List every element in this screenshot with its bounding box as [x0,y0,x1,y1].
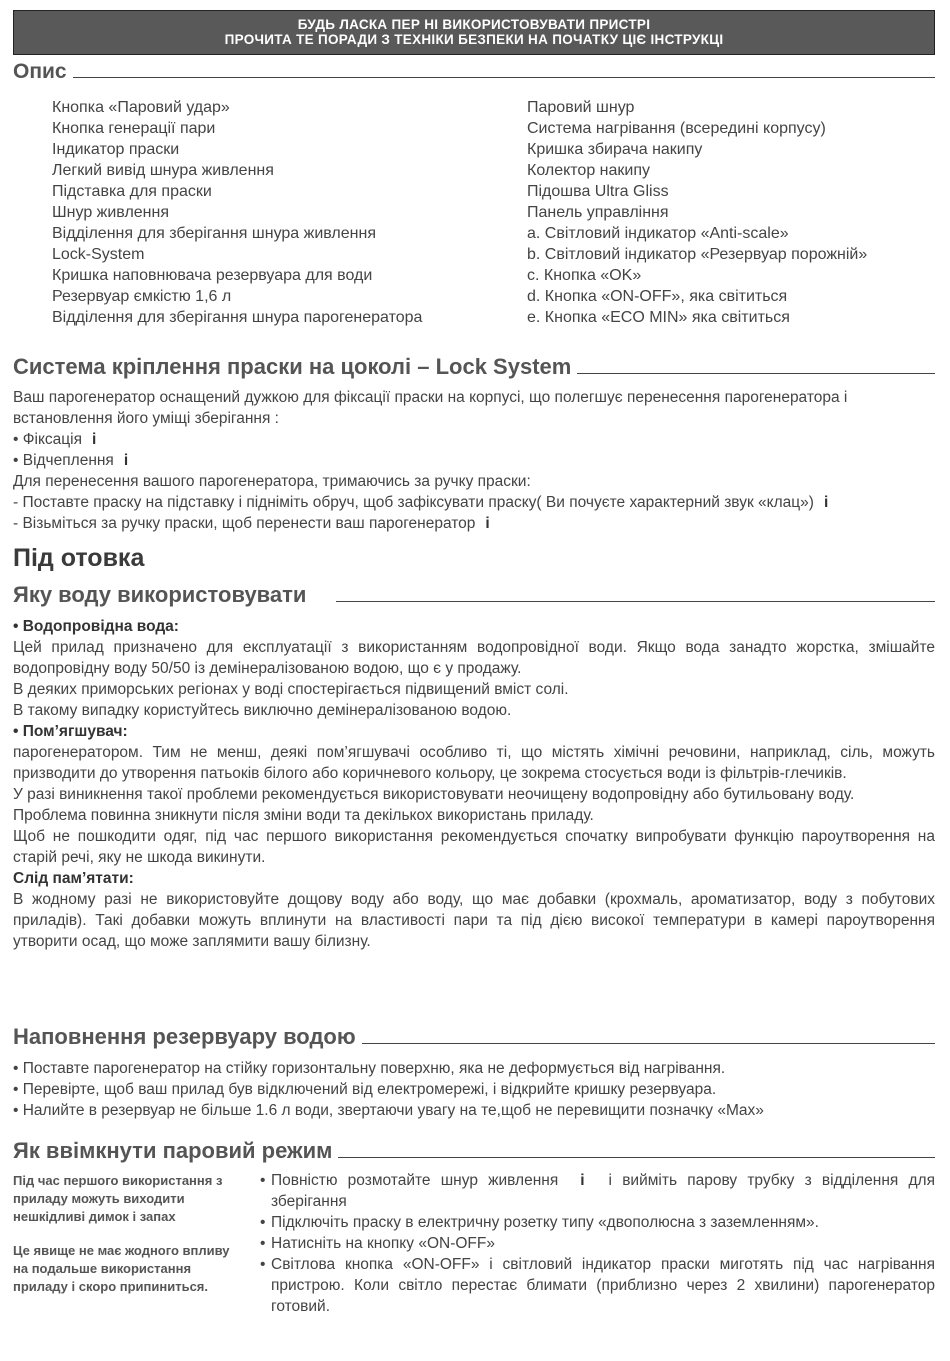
paragraph: Цей прилад призначено для експлуатації з використанням водопровідної води. Якщо вода занадто жорстка, змішайте водопровідну воду 50/50 із демінералізованою водою, що є у продажу. [13,639,935,677]
list-item: Кришка збирача накипу [527,141,703,158]
info-icon: i [580,1172,585,1189]
list-item: Панель управління [527,204,669,221]
section-fill-heading [13,1020,935,1050]
paragraph: Для перенесення вашого парогенератора, тримаючись за ручку праски: [13,473,531,490]
description-list-left [52,97,422,328]
paragraph: парогенератором. Тим не менш, деякі пом’ягшувачі особливо ті, що містять хімічні речовини, наприклад, сіль, можуть призводити до утворення патьоків білого або коричневого кольору, це зокрема стосується води із фільтрів-глечиків. [13,744,935,782]
list-item: Відділення для зберігання шнура живлення [52,225,376,242]
section-title: Як ввімкнути паровий режим [13,1138,333,1163]
list-item: e. Кнопка «ECO MIN» яка світиться [527,309,790,326]
list-item: • Відчеплення i [13,452,129,469]
banner-line-1: БУДЬ ЛАСКА ПЕР НІ ВИКОРИСТОВУВАТИ ПРИСТРІ [297,17,651,32]
list-item: Кришка наповнювача резервуара для води [52,267,373,284]
section-rule [336,601,935,602]
section-steam-heading [13,1134,935,1164]
subheading: • Пом’ягшувач: [13,723,128,740]
list-item: c. Кнопка «OK» [527,267,642,284]
side-note [13,1172,248,1312]
side-note-text: Це явище не має жодного впливу на подальше використання приладу і скоро припиниться. [13,1243,230,1294]
paragraph: В жодному разі не використовуйте дощову воду або воду, що має добавки (крохмаль, ароматизатор, воду з побутових приладів). Такі добавки можуть вплинути на властивості пари та під дією високої температури в камері пароутворення утворити осад, що може заплямити вашу білизну. [13,891,935,950]
paragraph: Щоб не пошкодити одяг, під час першого використання рекомендується спочатку випробувати функцію пароутворення на старій речі, яку не шкода викинути. [13,828,935,866]
fill-list [13,1058,935,1121]
info-icon: i [123,452,129,469]
list-item: a. Світловий індикатор «Anti-scale» [527,225,789,242]
section-title: Яку воду використовувати [13,582,307,607]
safety-warning-banner [13,10,935,55]
paragraph: У разі виникнення такої проблеми рекомендується використовувати неочищену водопровідну або бутильовану воду. [13,786,855,803]
section-rule [73,77,935,78]
list-item: Відділення для зберігання шнура парогенератора [52,309,423,326]
list-item: • Світлова кнопка «ON-OFF» і світловий індикатор праски миготять під час нагрівання пристрою. Коли світло перестає блимати (приблизно через 2 хвилини) парогенератор готовий. [260,1254,935,1317]
list-item: - Поставте праску на підставку і підніміть обруч, щоб зафіксувати праску( Ви почуєте характерний звук «клац») i [13,494,829,511]
list-item: • Налийте в резервуар не більше 1.6 л води, звертаючи увагу на те,щоб не перевищити позначку «Max» [13,1102,764,1119]
list-item: b. Світловий індикатор «Резервуар порожній» [527,246,868,263]
list-item: • Перевірте, щоб ваш прилад був відключений від електромережі, і відкрийте кришку резервуара. [13,1081,717,1098]
list-item: Резервуар ємкістю 1,6 л [52,288,232,305]
list-item: Легкий вивід шнура живлення [52,162,274,179]
section-description-heading [13,58,935,84]
banner-line-2: ПРОЧИТА ТЕ ПОРАДИ З ТЕХНІКИ БЕЗПЕКИ НА ПОЧАТКУ ЦІЄ ІНСТРУКЦІ [224,32,724,47]
list-item: Кнопка генерації пари [52,120,216,137]
water-text [13,616,935,952]
list-item: Індикатор праски [52,141,180,158]
page-title: Під отовка [13,544,145,572]
section-rule [577,373,935,374]
list-item: • Фіксація i [13,431,97,448]
section-water-heading [13,578,935,608]
section-rule [338,1157,935,1158]
list-item: Система нагрівання (всередині корпусу) [527,120,826,137]
info-icon: i [485,515,490,532]
list-item: • Поставте парогенератор на стійку горизонтальну поверхню, яка не деформується від нагрівання. [13,1060,726,1077]
section-title: Система кріплення праски на цоколі – Lock System [13,354,572,379]
list-item: Кнопка «Паровий удар» [52,99,230,116]
list-item: • Підключіть праску в електричну розетку типу «двополюсна з заземленням». [260,1212,935,1233]
paragraph: В деяких приморських регіонах у воді спостерігається підвищений вміст солі. [13,681,569,698]
list-item: Підошва Ultra Gliss [527,183,669,200]
list-item: • Натисніть на кнопку «ON-OFF» [260,1233,935,1254]
list-item: • Повністю розмотайте шнур живлення i і вийміть парову трубку з відділення для зберігання [260,1170,935,1212]
list-item: Lock-System [52,246,145,263]
list-item: Колектор накипу [527,162,651,179]
lock-text [13,387,935,534]
description-list-right [527,97,867,328]
section-title: Наповнення резервуару водою [13,1024,356,1049]
side-note-text: Під час першого використання з приладу можуть виходити нешкідливі димок і запах [13,1173,223,1224]
paragraph: Проблема повинна зникнути після зміни води та декількох використань приладу. [13,807,594,824]
list-item: Шнур живлення [52,204,170,221]
subheading: • Водопровідна вода: [13,618,179,635]
subheading: Слід пам’ятати: [13,870,134,887]
paragraph: Ваш парогенератор оснащений дужкою для фіксації праски на корпусі, що полегшує перенесення парогенератора і встановлення його уміщі зберігання : [13,389,848,427]
section-lock-heading [13,350,935,380]
info-icon: i [92,431,97,448]
section-rule [362,1043,935,1044]
paragraph: В такому випадку користуйтесь виключно демінералізованою водою. [13,702,512,719]
list-item: Паровий шнур [527,99,635,116]
section-title: Опис [13,60,67,83]
list-item: d. Кнопка «ON-OFF», яка світиться [527,288,788,305]
list-item: - Візьміться за ручку праски, щоб перенести ваш парогенератор i [13,515,490,532]
list-item: Підставка для праски [52,183,212,200]
steam-steps [260,1170,935,1317]
info-icon: i [823,494,829,511]
